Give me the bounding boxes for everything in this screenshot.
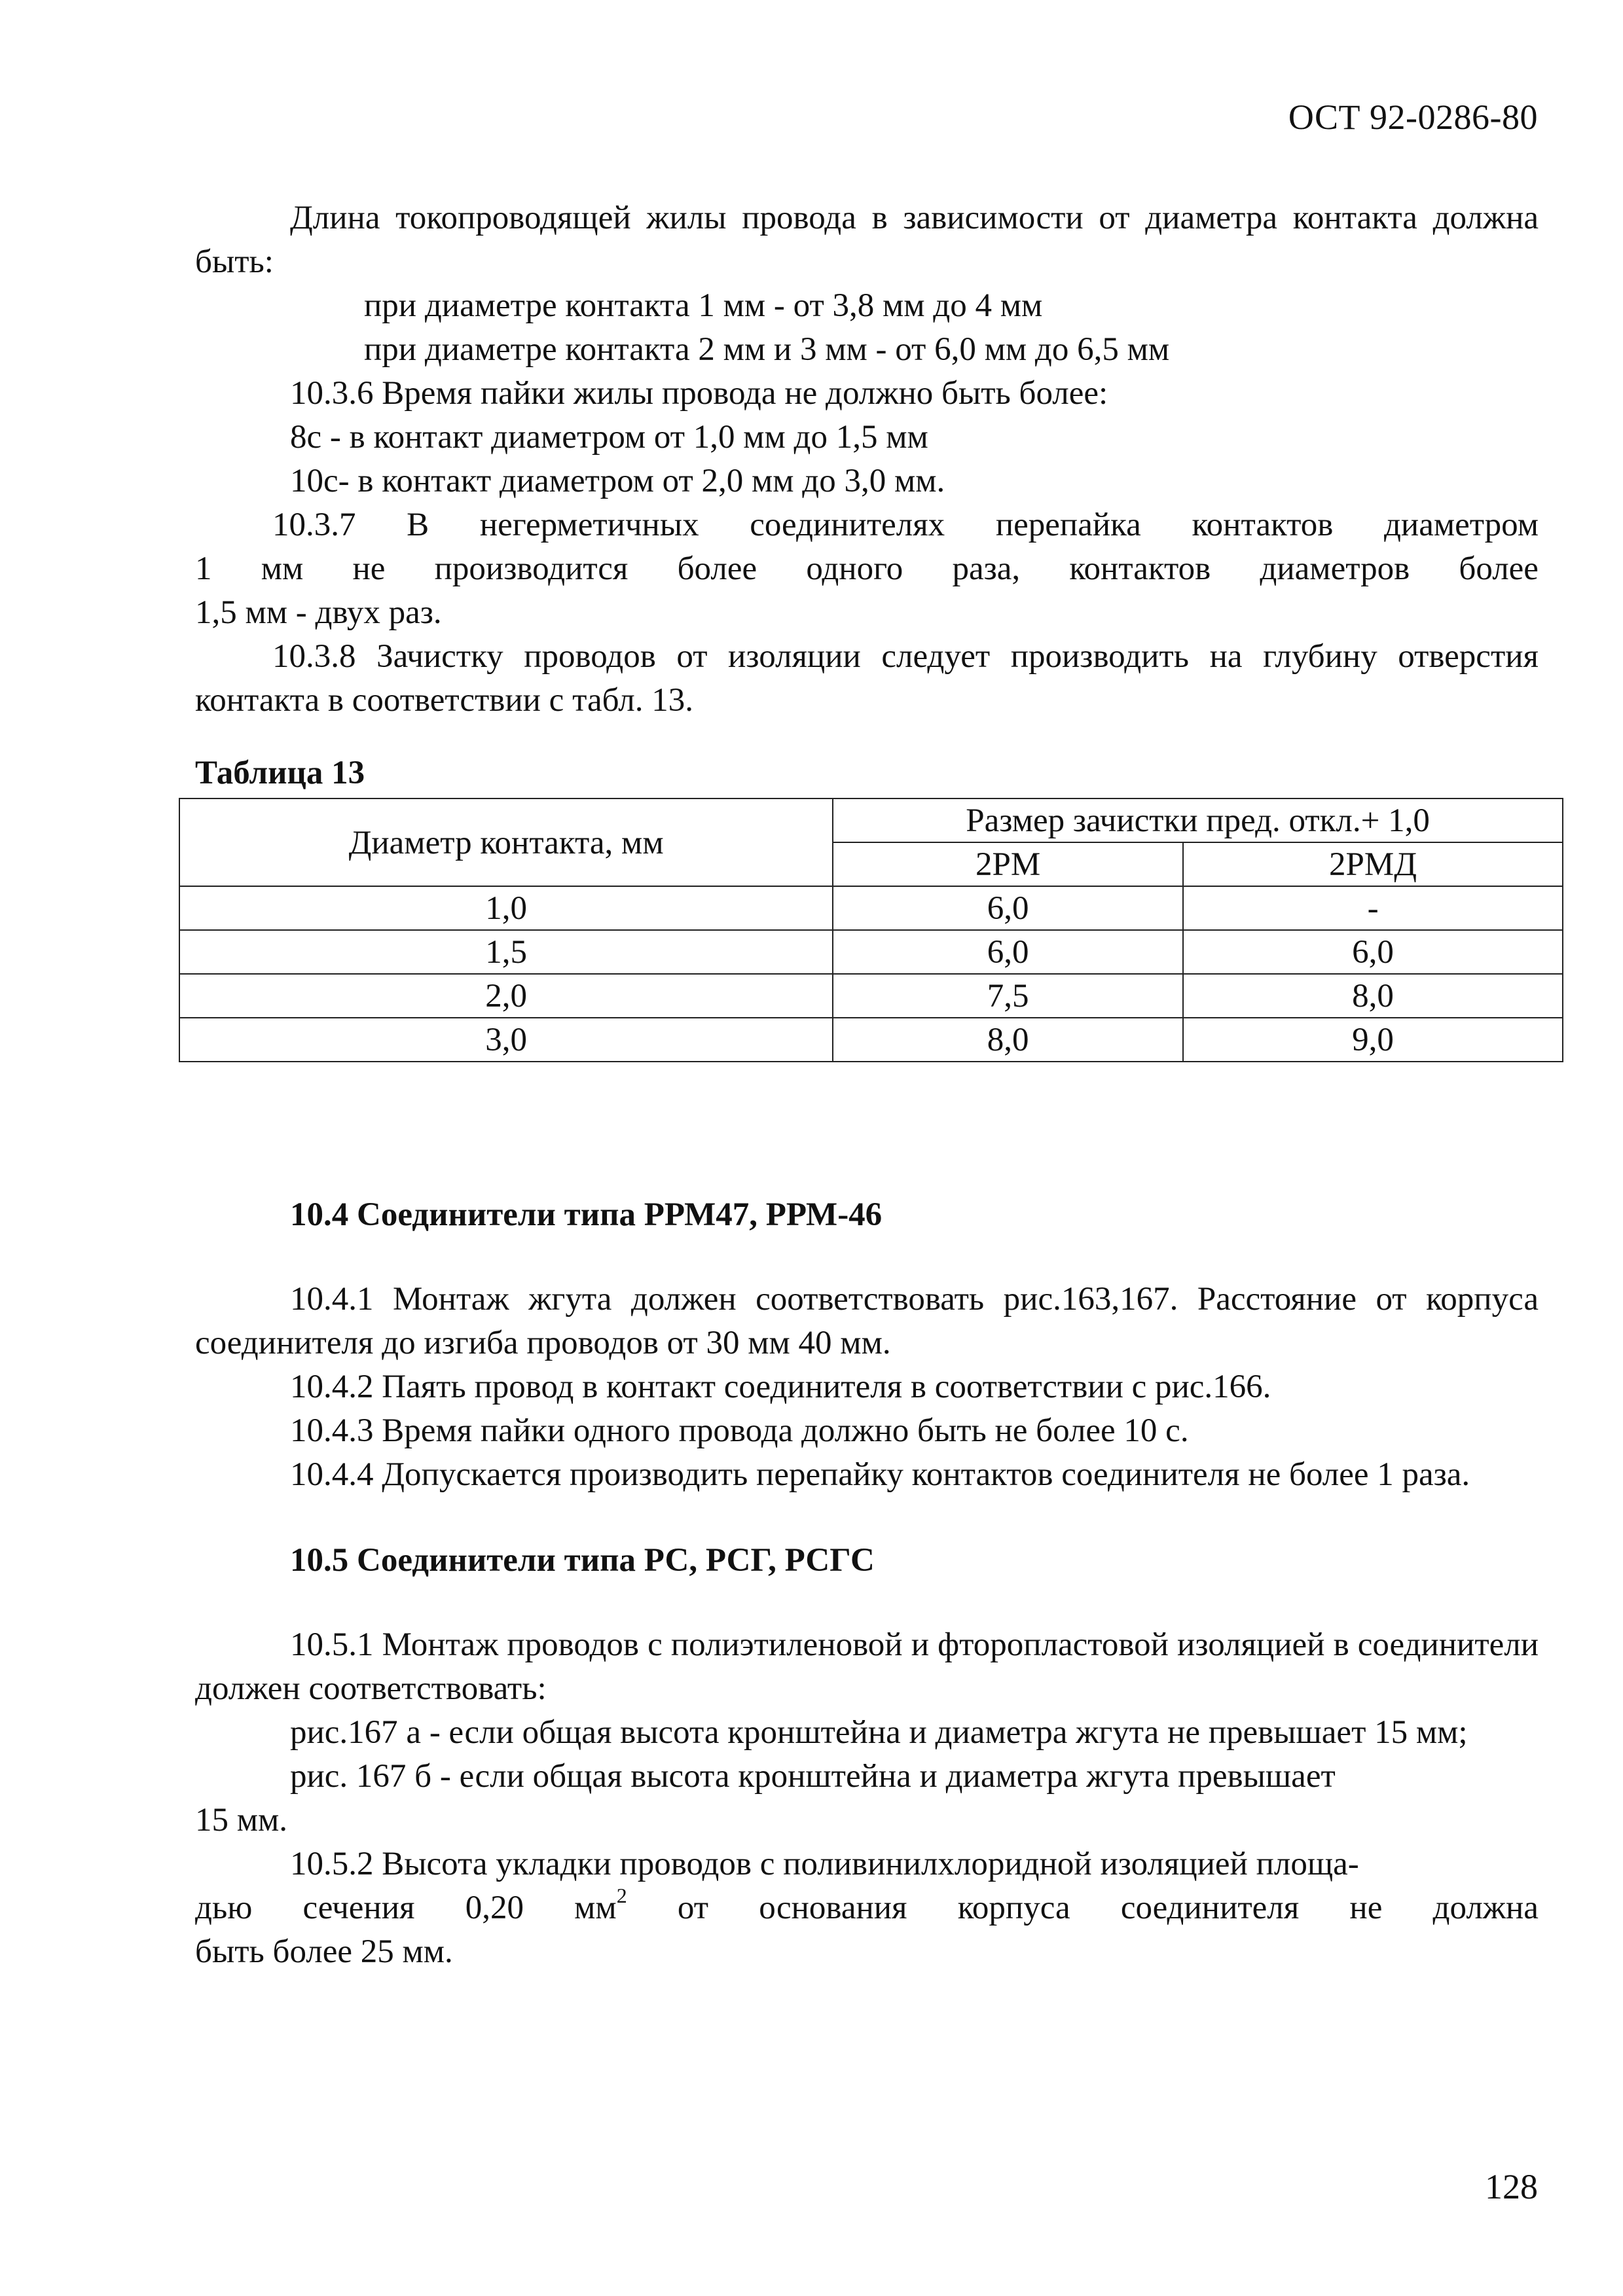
word: дью <box>195 1890 253 1926</box>
word: должна <box>1432 1890 1539 1926</box>
table-row <box>179 930 1563 974</box>
word: одного <box>806 550 903 587</box>
table-row <box>179 974 1563 1018</box>
word-with-superscript <box>574 1886 627 1930</box>
word: 10.3.7 <box>272 507 356 543</box>
word: негерметичных <box>479 507 699 543</box>
word: не <box>352 550 386 587</box>
clause-10-3-7-line-3: 1,5 мм - двух раз. <box>195 594 442 631</box>
table-cell: 8,0 <box>1183 974 1563 1018</box>
table-cell: 9,0 <box>1183 1018 1563 1062</box>
table-header-strip-size: Размер зачистки пред. откл.+ 1,0 <box>833 798 1563 842</box>
table-cell: 3,0 <box>179 1018 833 1062</box>
page-content <box>195 196 1539 1974</box>
clause-10-3-7-line-1 <box>195 503 1539 547</box>
table-cell: 1,5 <box>179 930 833 974</box>
word: контактов <box>1069 550 1211 587</box>
word: раза, <box>952 550 1021 587</box>
table-header-row <box>179 798 1563 842</box>
table-cell: 6,0 <box>1183 930 1563 974</box>
superscript: 2 <box>616 1884 627 1907</box>
word: контактов <box>1192 507 1334 543</box>
word: диаметров <box>1260 550 1410 587</box>
word: 0,20 <box>465 1890 524 1926</box>
table-cell: 1,0 <box>179 886 833 930</box>
intro-item-2: при диаметре контакта 2 мм и 3 мм - от 6,0 мм до 6,5 мм <box>364 331 1170 368</box>
word: сечения <box>302 1890 415 1926</box>
clause-10-5-1-b-line-1: рис. 167 б - если общая высота кронштейна и диаметра жгута превышает <box>290 1758 1336 1795</box>
word: 1 <box>195 550 212 587</box>
table-cell: 2,0 <box>179 974 833 1018</box>
section-10-5-title: 10.5 Соединители типа РС, РСГ, РСГС <box>290 1542 875 1579</box>
table-cell: 6,0 <box>833 930 1183 974</box>
word: от <box>677 1890 709 1926</box>
table-row <box>179 886 1563 930</box>
clause-10-5-1-a: рис.167 а - если общая высота кронштейна и диаметра жгута не превышает 15 мм; <box>290 1714 1468 1751</box>
clause-10-5-2-line-1: 10.5.2 Высота укладки проводов с поливинилхлоридной изоляцией площа- <box>290 1846 1359 1882</box>
word: соединителя <box>1120 1890 1300 1926</box>
word: мм <box>261 550 304 587</box>
clause-10-3-6: 10.3.6 Время пайки жилы провода не должно быть более: <box>290 375 1108 412</box>
clause-10-4-4: 10.4.4 Допускается производить перепайку контактов соединителя не более 1 раза. <box>290 1456 1470 1493</box>
page-number: 128 <box>1485 2167 1538 2206</box>
word: В <box>407 507 429 543</box>
clause-10-4-3: 10.4.3 Время пайки одного провода должно быть не более 10 с. <box>290 1412 1189 1449</box>
clause-10-3-7-line-2 <box>195 547 1539 591</box>
table-row <box>179 1018 1563 1062</box>
section-10-4-title: 10.4 Соединители типа РРМ47, РРМ-46 <box>290 1196 883 1233</box>
clause-10-5-2-line-3: быть более 25 мм. <box>195 1933 453 1970</box>
clause-10-5-1: 10.5.1 Монтаж проводов с полиэтиленовой и фторопластовой изоляцией в соединители должен соответствовать: <box>195 1626 1539 1707</box>
table-subheader-2rm: 2РМ <box>833 842 1183 886</box>
table-13 <box>179 798 1563 1062</box>
word: корпуса <box>957 1890 1070 1926</box>
table-caption: Таблица 13 <box>195 755 365 791</box>
word: основания <box>759 1890 907 1926</box>
clause-10-5-2-line-2 <box>195 1886 1539 1930</box>
word: не <box>1349 1890 1383 1926</box>
clause-10-3-8: 10.3.8 Зачистку проводов от изоляции следует производить на глубину отверстия контакта в соответствии с табл. 13. <box>195 638 1539 719</box>
table-header-diameter: Диаметр контакта, мм <box>179 798 833 886</box>
intro-item-1: при диаметре контакта 1 мм - от 3,8 мм до 4 мм <box>364 287 1043 324</box>
clause-10-4-1: 10.4.1 Монтаж жгута должен соответствовать рис.163,167. Расстояние от корпуса соединителя до изгиба проводов от 30 мм 40 мм. <box>195 1281 1539 1361</box>
clause-10-4-2: 10.4.2 Паять провод в контакт соединителя в соответствии с рис.166. <box>290 1369 1271 1405</box>
table-cell: - <box>1183 886 1563 930</box>
intro-paragraph: Длина токопроводящей жилы провода в зависимости от диаметра контакта должна быть: <box>195 200 1539 280</box>
clause-10-3-6-item-2: 10с- в контакт диаметром от 2,0 мм до 3,0 мм. <box>290 463 945 499</box>
word: мм <box>574 1890 617 1926</box>
word: перепайка <box>995 507 1141 543</box>
clause-10-3-6-item-1: 8с - в контакт диаметром от 1,0 мм до 1,5 мм <box>290 419 928 456</box>
table-subheader-2rmd: 2РМД <box>1183 842 1563 886</box>
word: более <box>677 550 757 587</box>
table-cell: 8,0 <box>833 1018 1183 1062</box>
word: диаметром <box>1383 507 1539 543</box>
word: более <box>1459 550 1539 587</box>
word: производится <box>434 550 629 587</box>
table-cell: 6,0 <box>833 886 1183 930</box>
word: соединителях <box>750 507 945 543</box>
table-cell: 7,5 <box>833 974 1183 1018</box>
document-code: ОСТ 92-0286-80 <box>1288 98 1538 137</box>
clause-10-5-1-b-line-2: 15 мм. <box>195 1802 288 1839</box>
